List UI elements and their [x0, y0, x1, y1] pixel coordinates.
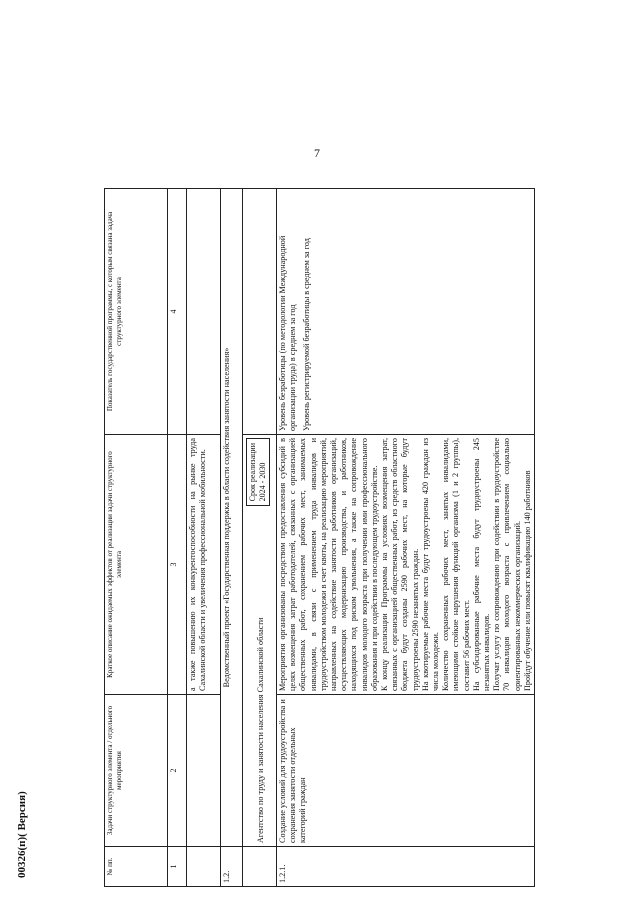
cont-col4: [187, 189, 221, 435]
agency-cell: [243, 435, 277, 847]
description-paragraph: Пройдут обучение или повысят квалификацию 140 работников: [522, 470, 532, 691]
term-box: [246, 438, 270, 506]
cont-effects-text: а также повышению их конкурентоспособности на рынке труда Сахалинской области и увеличения профессиональной мобильности.: [187, 435, 221, 695]
table-row-item: [277, 189, 535, 887]
description-paragraph: Получат услугу по сопровождению при содействии в трудоустройстве 70 инвалидов молодого возраста с привлечением социально ориентированных некоммерческих организаций.: [492, 438, 522, 691]
agency-col4: [243, 189, 277, 435]
program-table: [104, 188, 535, 887]
description-paragraph: На квотируемые рабочие места будут трудоустроены 420 граждан из числа молодежи.: [420, 438, 441, 691]
header-task: Задачи структурного элемента / отдельного мероприятия: [105, 695, 168, 847]
section-number: 1.2.: [221, 847, 243, 887]
cont-col1: [187, 847, 221, 887]
description-paragraph: На субсидированные рабочие места будут трудоустроены 245 незанятых инвалидов.: [471, 438, 492, 691]
rotated-table-sheet: [104, 189, 572, 887]
col-number-2: 2: [168, 695, 187, 847]
term-value: 2024 - 2030: [258, 462, 267, 502]
term-label: Срок реализации: [248, 443, 257, 502]
description-paragraph: Количество сохраненных рабочих мест, занятых инвалидами, имеющими стойкие нарушения функций организма (1 и 2 группы), составит 56 рабочих мест.: [441, 438, 471, 691]
item-number: 1.2.1.: [277, 847, 535, 887]
agency-empty-cell: [243, 847, 277, 887]
item-task: Создание условий для трудоустройства и сохранения занятости отдельных категорий граждан: [277, 695, 535, 847]
col-number-4: 4: [168, 189, 187, 435]
responsible-agency: Агентство по труду и занятости населения Сахалинской области: [256, 617, 265, 843]
header-num: № пп.: [105, 847, 168, 887]
section-title: Ведомственный проект «Государственная поддержка в области содействия занятости населения»: [221, 189, 243, 847]
page-number: 7: [314, 146, 320, 160]
footer-document-code: 00326(п)( Версия): [16, 791, 28, 878]
indicator-1: Уровень безработицы (по методологии Международной организации труда) в среднем за год: [278, 235, 298, 431]
table-row-continuation: [187, 189, 221, 887]
cont-col2: [187, 695, 221, 847]
column-number-row: [168, 189, 187, 887]
header-effects: Краткое описание ожидаемых эффектов от реализации задачи структурного элемента: [105, 435, 168, 695]
table-header-row: [105, 189, 168, 887]
col-number-3: 3: [168, 435, 187, 695]
indicator-2: Уровень регистрируемой безработицы в среднем за год: [302, 238, 312, 431]
item-description: [277, 435, 535, 695]
header-indicator: Показатель государственной программы, с которым связана задача структурного элемента: [105, 189, 168, 435]
item-indicators: [277, 189, 535, 435]
section-row: [221, 189, 243, 887]
agency-row: [243, 189, 277, 887]
description-paragraph: Мероприятия организованы посредством предоставления субсидий в целях возмещения затрат работодателей, связанных с организацией общественных работ, сохранением рабочих мест, занимаемых инвалидами, в связи с применением труда инвалидов и трудоустройством молодежи в счет квоты, на реализацию мероприятий, направленных на содействие занятости работников организаций, осуществляющих модернизацию производства, и работников, находящихся под риском увольнения, а также на сопровождение инвалидов молодого возраста при получении ими профессионального образования и при содействии в последующем трудоустройстве.: [278, 438, 379, 691]
description-paragraph: К концу реализации Программы на условиях возмещения затрат, связанных с организацией общественных работ, из средств областного бюджета будут созданы 2590 рабочих мест, на которые будут трудоустроены 2590 незанятых граждан.: [380, 438, 420, 691]
col-number-1: 1: [168, 847, 187, 887]
